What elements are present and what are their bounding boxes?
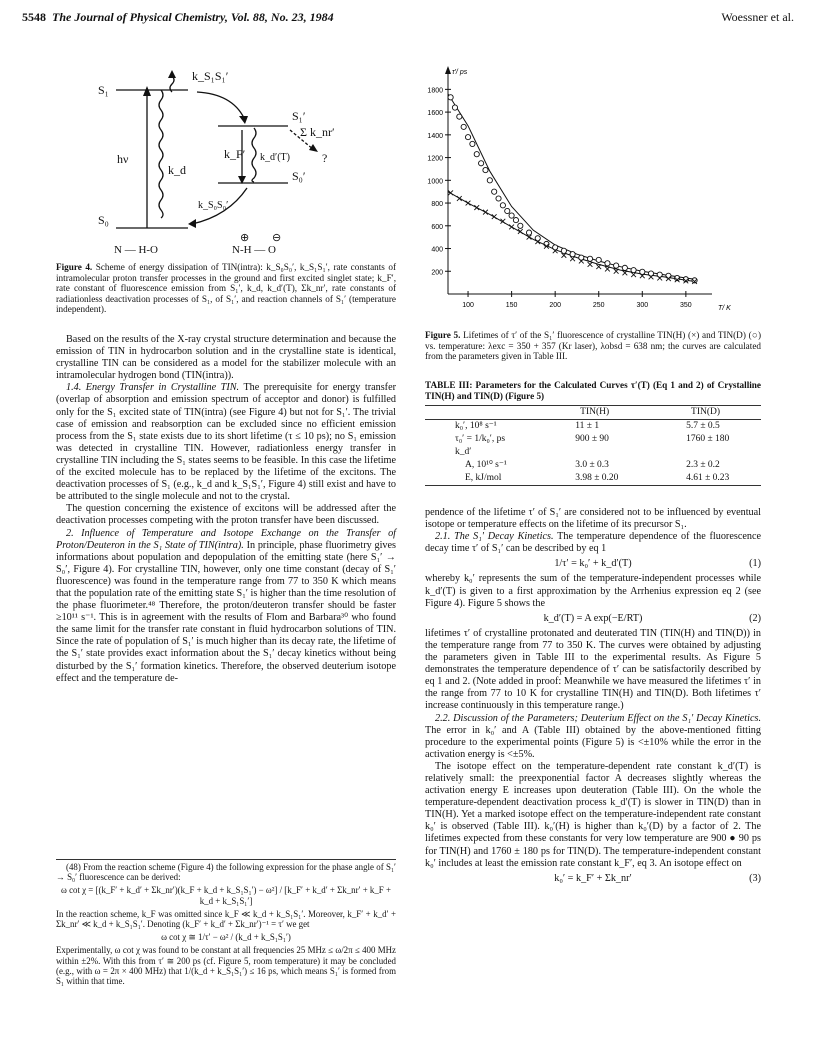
footnote-line-3: Experimentally, ω cot χ was found to be constant at all frequencies 25 MHz ≤ ω/2π ≤ 400 MHz within ±2%. With this from τ′ ≅ 200 ps (cf. Figure 5, room temperature) it may be concluded (e.g., with ω = 2π × 400 MHz) that 1/(k_d + k_S₁S₁′) ≤ 16 ps, which means S₁′ is formed from S₁ within that time. — [56, 945, 396, 987]
figure4-caption — [56, 262, 396, 315]
left-paragraph-4 — [56, 528, 396, 685]
figure5-caption — [425, 330, 761, 362]
right-paragraph-2 — [425, 531, 761, 555]
section-1-4-heading: 1.4. Energy Transfer in Crystalline TIN. — [66, 382, 240, 394]
data-point-circle — [614, 263, 619, 268]
table3-cell: 900 ± 90 — [575, 434, 609, 445]
fit-curve — [448, 94, 695, 279]
y-tick-label: 1000 — [427, 178, 443, 186]
data-point-circle — [452, 105, 457, 110]
data-point-circle — [465, 135, 470, 140]
data-point-circle — [561, 248, 566, 253]
data-point-circle — [596, 257, 601, 262]
data-point-circle — [509, 213, 514, 218]
y-tick-label: 400 — [431, 246, 443, 254]
y-axis-arrow — [445, 66, 451, 74]
table3-header-0 — [425, 406, 539, 420]
table-row — [425, 472, 761, 486]
data-point-circle — [692, 278, 697, 283]
data-point-circle — [492, 189, 497, 194]
footnote-equation-a: ω cot χ = [(k_F′ + k_d′ + Σk_nr′)(k_F + k_d + k_S₁S₁′) − ω²] / [k_F′ + k_d′ + Σk_nr′ + k_F + k_d + k_S₁S₁′] — [61, 885, 391, 906]
table3-header-row — [425, 406, 761, 420]
label-kf: k_F′ — [224, 147, 246, 161]
left-paragraph-4-text: In principle, phase fluorimetry gives informations about population and depopulation of the emitting state (here S₁′ → S₀′, Figure 4). For crystalline TIN, however, only one time constant (decay of S₁′ fluorescence) was found in the temperature range from 77 to 350 K which means that the population rate of the emitting state S₁′ is higher than the time resolution of the phase fluorimeter.⁴⁸ Therefore, the proton/deuteron transfer should be faster ≥10¹¹ s⁻¹. This is in agreement with the results of Flom and Barbara³⁰ who found the same limit for the transfer rate constant in fluid hydrocarbon solutions of TIN. Since the rate of population of S₁′ is much higher than its decay rate, the lifetime of the S₁′ state provides exact information about the S₁′ decay kinetics without being disturbed by the S₁′ formation kinetics. Therefore, the observed deuterium isotope effect and the temperature de- — [56, 539, 397, 684]
equation-2-number: (2) — [749, 612, 761, 624]
data-point-circle — [513, 218, 518, 223]
journal-title: The Journal of Physical Chemistry, Vol. 88, No. 23, 1984 — [52, 10, 334, 24]
table3-cell: 3.98 ± 0.20 — [575, 473, 619, 484]
x-tick-label: 350 — [680, 302, 692, 309]
data-point-circle — [461, 124, 466, 129]
y-tick-label: 1600 — [427, 110, 443, 118]
equation-2 — [425, 613, 761, 625]
data-point-circle — [470, 141, 475, 146]
x-tick-label: 250 — [592, 302, 605, 309]
label-ks0s0: k_S₀S₀′ — [198, 200, 229, 211]
data-point-cross — [474, 205, 479, 210]
table-row — [425, 459, 761, 472]
equation-2-body: k_d′(T) = A exp(−E/RT) — [543, 612, 643, 624]
label-sum-knr: Σ k_nr′ — [300, 125, 335, 139]
figure4-caption-text: Scheme of energy dissipation of TIN(intra): k_S₀S₀′, k_S₁S₁′, rate constants of intramolecular proton transfer processes in the ground and first excited singlet state; k_F′, rate constant of fluorescence emission from S₁′, k_d, k_d′(T), Σk_nr′, rate constants of radiationless deactivation processes of S₁, of S₁′, and reaction channels of S₁′ (temperature independent). — [56, 262, 397, 315]
running-header — [22, 10, 334, 25]
equation-1-body: 1/τ′ = k₀′ + k_d′(T) — [554, 558, 632, 570]
right-paragraph-2-text: The temperature dependence of the fluorescence decay time τ′ of S₁′ can be described by eq 1 — [425, 531, 761, 555]
equation-1-number: (1) — [749, 558, 761, 570]
data-point-circle — [505, 208, 510, 213]
data-point-cross — [466, 201, 471, 206]
label-plus: ⊕ — [240, 232, 250, 244]
footnote-rule — [56, 859, 396, 860]
label-right-structure: N-H — O — [232, 244, 276, 256]
table3-header-2: TIN(D) — [691, 407, 721, 418]
equation-3-number: (3) — [749, 872, 761, 884]
data-point-circle — [570, 252, 575, 257]
figure5-caption-text: Lifetimes of τ′ of the S₁′ fluorescence of crystalline TIN(H) (×) and TIN(D) (○) vs. temperature: λexc = 350 + 357 (Kr laser), λobsd = 638 nm; the curves are calculated from the parameters given in Table III. — [425, 330, 762, 362]
x-tick-label: 200 — [549, 302, 562, 309]
left-paragraph-2-text: The prerequisite for energy transfer (overlap of absorption and emission spectrum of acceptor and donor) is fulfilled only for the S₁ excited state of TIN(intra) (see Figure 4) but not for S₁′. The trivial case of emission and reabsorption can be excluded since no efficient emission process from the S₁ state exists due to its short lifetime (τ ≤ 10 ps); no S₁ emission was detected in crystalline TIN. However, radiationless energy transfer in crystalline TIN including the S₁ states seems to be feasible. In this case the lifetime of the excited molecule has to be replaced by the lifetime of the excitons. The deactivation processes of S₁ (e.g., k_d and k_S₁S₁′, Figure 4) still exist and have to be attributed to the single molecule and not to the crystal. — [56, 382, 396, 503]
data-point-cross — [457, 196, 462, 201]
section-2-1-heading: 2.1. The S₁′ Decay Kinetics. — [435, 531, 554, 543]
table3-cell — [650, 446, 761, 459]
table3 — [425, 380, 761, 486]
right-paragraph-5-text: The error in k₀′ and A (Table III) obtained by the above-mentioned fitting procedure to the experimental points (Figure 5) is <±10% while the error in the activation energy is <±5%. — [425, 724, 761, 760]
table3-cell: A, 10¹⁰ s⁻¹ — [465, 460, 507, 471]
footnote-line-2: In the reaction scheme, k_F was omitted since k_F ≪ k_d + k_S₁S₁′. Moreover, k_F′ + k_d′ + Σk_nr′ ≪ k_d + k_S₁S₁′. Denoting (k_F′ + k_d′ + Σk_nr′)⁻¹ = τ′ we get — [56, 908, 396, 930]
table3-cell: 11 ± 1 — [575, 421, 600, 432]
data-point-cross — [596, 264, 601, 269]
data-point-cross — [492, 214, 497, 219]
data-point-circle — [496, 196, 501, 201]
table-row — [425, 420, 761, 434]
y-tick-label: 1200 — [427, 155, 443, 163]
label-hv: hν — [117, 152, 129, 166]
table3-cell: k₀′, 10⁸ s⁻¹ — [455, 421, 497, 432]
left-column — [56, 334, 396, 685]
figure5-chart — [412, 64, 742, 330]
equation-3 — [425, 873, 761, 885]
label-minus: ⊖ — [272, 232, 282, 244]
equation-3-body: k₀′ = k_F′ + Σk_nr′ — [554, 872, 632, 884]
table3-cell: 4.61 ± 0.23 — [686, 473, 730, 484]
data-point-circle — [518, 223, 523, 228]
label-s0-prime: S₀′ — [292, 169, 306, 183]
table-row — [425, 446, 761, 459]
data-point-circle — [483, 167, 488, 172]
data-point-circle — [526, 230, 531, 235]
table3-cell — [539, 446, 650, 459]
authors-header: Woessner et al. — [721, 10, 794, 24]
data-point-circle — [666, 273, 671, 278]
data-point-circle — [448, 95, 453, 100]
x-axis-label: T/ K — [718, 305, 731, 312]
data-point-circle — [487, 178, 492, 183]
data-point-circle — [479, 161, 484, 166]
x-tick-label: 300 — [636, 302, 649, 309]
table3-cell: 1760 ± 180 — [686, 434, 730, 445]
data-point-cross — [605, 267, 610, 272]
table3-cell: τ₀′ = 1/k₀′, ps — [455, 434, 506, 445]
right-paragraph-3: whereby k₀′ represents the sum of the temperature-independent processes while k_d′(T) is given to a first approximation by the Arrhenius expression eq 2 (see Figure 4). Figure 5 shows the — [425, 573, 761, 609]
data-point-cross — [483, 210, 488, 215]
table3-cell: E, kJ/mol — [465, 473, 502, 484]
table3-title: TABLE III: Parameters for the Calculated Curves τ′(T) (Eq 1 and 2) of Crystalline TIN(H) and TIN(D) (Figure 5) — [425, 380, 761, 401]
table3-cell: k_d′ — [455, 447, 472, 458]
label-question: ? — [322, 151, 328, 165]
footnote-line-1: (48) From the reaction scheme (Figure 4) the following expression for the phase angle of S₁′ → S₀′ fluorescence can be derived: — [56, 862, 396, 883]
label-s0: S₀ — [98, 213, 109, 227]
y-tick-label: 600 — [431, 223, 443, 231]
y-axis-label: τ′/ ps — [452, 69, 468, 76]
figure4-scheme — [92, 66, 342, 258]
y-tick-label: 1800 — [427, 87, 443, 95]
table-row — [425, 433, 761, 446]
fit-curve — [448, 192, 695, 282]
table3-header-1: TIN(H) — [580, 407, 610, 418]
figure4-caption-label: Figure 4. — [56, 262, 93, 272]
section-2-heading: 2. Influence of Temperature and Isotope Exchange on the Transfer of Proton/Deuteron in the S₁ State of TIN(intra). — [56, 527, 396, 551]
data-point-cross — [614, 269, 619, 274]
left-paragraph-3: The question concerning the existence of excitons will be addressed after the deactivation processes competing with the proton transfer have been discussed. — [56, 503, 396, 527]
table3-grid — [425, 405, 761, 486]
section-2-2-heading: 2.2. Discussion of the Parameters; Deuterium Effect on the S₁′ Decay Kinetics. — [435, 712, 761, 724]
data-point-circle — [457, 114, 462, 119]
data-point-circle — [605, 261, 610, 266]
label-s1: S₁ — [98, 83, 109, 97]
y-tick-label: 1400 — [427, 132, 443, 140]
right-paragraph-1: pendence of the lifetime τ′ of S₁′ are considered not to be influenced by eventual isotope or temperature effects on the lifetime of its precursor S₁. — [425, 507, 761, 531]
label-kd: k_d — [168, 163, 186, 177]
data-point-circle — [622, 265, 627, 270]
label-ks1s1: k_S₁S₁′ — [192, 69, 229, 83]
right-paragraph-6: The isotope effect on the temperature-dependent rate constant k_d′(T) is relatively small: the preexponential factor A decreases slightly whereas the activation energy E increases upon deuteration (Table III). On the whole the temperature-dependent deactivation process k_d′(T) is slower in TIN(D) than in TIN(H). Yet a marked isotope effect on the temperature-independent rate constant k₀′ is observed (Table III). k₀′(H) is higher than k₀′(D) by a factor of 2. The lifetimes expected from these constants for very low temperature are 900 ● 90 ps for TIN(H) and 1760 ± 180 ps for TIN(D). The temperature-independent constant k₀′ includes at least the emission rate constant k_F′, eq 3. An isotope effect on — [425, 760, 761, 869]
footnote-equation-b: ω cot χ ≅ 1/τ′ − ω² / (k_d + k_S₁S₁′) — [161, 932, 291, 943]
left-paragraph-2 — [56, 382, 396, 503]
data-point-circle — [631, 268, 636, 273]
x-tick-label: 150 — [505, 302, 518, 309]
data-point-circle — [500, 203, 505, 208]
right-paragraph-5 — [425, 713, 761, 761]
page-number: 5548 — [22, 10, 46, 24]
table3-cell: 2.3 ± 0.2 — [686, 460, 720, 471]
table3-cell: 3.0 ± 0.3 — [575, 460, 609, 471]
data-point-cross — [509, 225, 514, 230]
y-tick-label: 200 — [431, 269, 443, 277]
data-point-circle — [587, 256, 592, 261]
table3-cell: 5.7 ± 0.5 — [686, 421, 720, 432]
right-column — [425, 507, 761, 888]
right-paragraph-4: lifetimes τ′ of crystalline protonated and deuterated TIN (TIN(H) and TIN(D)) in the temperature range from 77 to 350 K. The curves were obtained by adjusting the parameters given in Table III to the experimental results. As Figure 5 demonstrates the temperature dependence of τ′ can be satisfactorily described by eq 1 and 2. (Note added in proof: Meanwhile we have measured the lifetimes τ′ in the range from 77 to 10 K for crystalline TIN(H) and TIN(D). Both lifetimes τ′ increase continuously in this temperature range.) — [425, 627, 761, 712]
data-point-circle — [474, 152, 479, 157]
footnote-48 — [56, 862, 396, 986]
label-s1-prime: S₁′ — [292, 109, 306, 123]
left-paragraph-1: Based on the results of the X-ray crystal structure determination and because the emission of TIN in hydrocarbon solution and in the crystalline state is identical, crystalline TIN can be considered as a model for the stabilizer molecule with an intramolecular hydrogen bond (TIN(intra)). — [56, 334, 396, 382]
label-left-structure: N — H-O — [114, 244, 158, 256]
data-point-cross — [448, 190, 453, 195]
data-point-cross — [588, 262, 593, 267]
equation-1 — [425, 558, 761, 570]
x-tick-label: 100 — [462, 302, 474, 309]
label-kdT: k_d′(T) — [260, 152, 290, 163]
y-tick-label: 800 — [431, 201, 443, 209]
figure5-caption-label: Figure 5. — [425, 330, 461, 340]
